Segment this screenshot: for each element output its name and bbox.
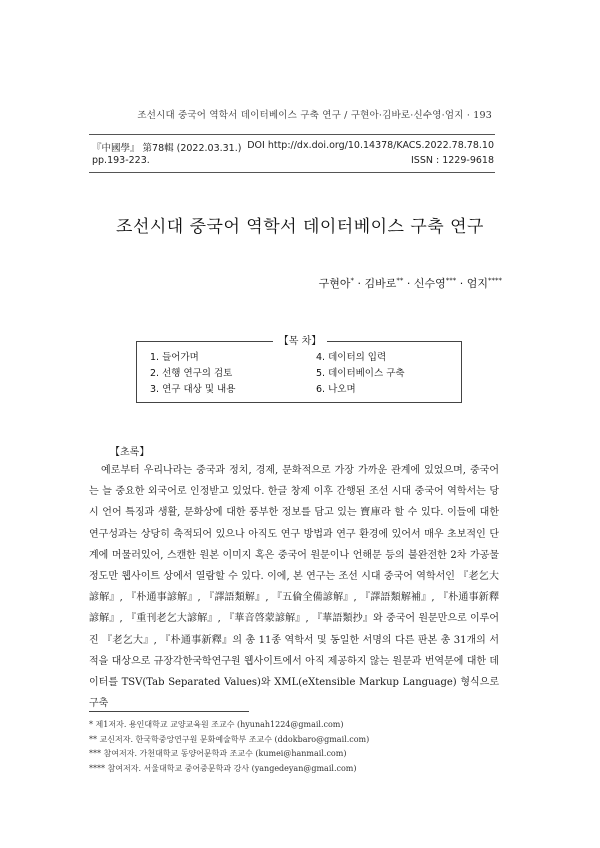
- footnote-rule: [89, 711, 249, 712]
- author-separator: ·: [456, 277, 467, 290]
- footnote-item: **** 참여저자. 서울대학교 중어중문학과 강사 (yangedeyan@gmail.com): [89, 763, 357, 773]
- author-marker: **: [396, 276, 404, 285]
- toc-item[interactable]: 1. 들어가며: [150, 352, 199, 363]
- author-marker: *: [350, 276, 354, 285]
- author-name: 엄지: [466, 277, 488, 290]
- footnotes: [89, 718, 509, 776]
- author-separator: ·: [403, 277, 414, 290]
- toc-title: [0, 332, 600, 347]
- toc-item[interactable]: 5. 데이터베이스 구축: [316, 368, 405, 379]
- footnote-item: *** 참여저자. 가천대학교 동양어문학과 조교수 (kumei@hanmail.com): [89, 749, 347, 758]
- header-rule-top: [89, 134, 495, 135]
- page-range: pp.193-223.: [92, 155, 150, 166]
- author-separator: ·: [353, 277, 365, 290]
- author-marker: ****: [488, 276, 502, 285]
- author-marker: ***: [445, 276, 457, 285]
- issn: ISSN : 1229-9618: [411, 155, 494, 166]
- author-name: 구현아: [318, 277, 351, 290]
- author-name: 신수영: [413, 277, 446, 290]
- toc-item[interactable]: 2. 선행 연구의 검토: [150, 368, 233, 379]
- toc-column-left: [150, 350, 235, 398]
- toc-item[interactable]: 3. 연구 대상 및 내용: [150, 384, 236, 395]
- journal-citation: 『中國學』 第78輯 (2022.03.31.): [92, 143, 242, 154]
- abstract-body: 예로부터 우리나라는 중국과 정치, 경제, 문화적으로 가장 가까운 관계에 있었으며, 중국어는 늘 중요한 외국어로 인정받고 있었다. 한글 창제 이후 간행된 조선 시대 중국어 역학서는 당시 언어 특징과 생활, 문화상에 대한 풍부한 정보를 담고 있는 寶庫라 할 수 있다. 이들에 대한 연구성과는 상당히 축적되어 있으나 아직도 연구 방법과 연구 환경에 있어서 매우 초보적인 단계에 머물러있어, 스캔한 원본 이미지 혹은 중국어 원문이나 언해문 등의 불완전한 2차 가공물 정도만 웹사이트 상에서 열람할 수 있다. 이에, 본 연구는 조선 시대 중국어 역학서인 『老乞大諺解』, 『朴通事諺解』, 『譯語類解』, 『五倫全備諺解』, 『譯語類解補』, 『朴通事新釋諺解』, 『重刊老乞大諺解』, 『華音啓蒙諺解』, 『華語類抄』와 중국어 원문만으로 이루어진 『老乞大』, 『朴通事新釋』의 총 11종 역학서 및 동일한 서명의 다른 판본 총 31개의 서적을 대상으로 규장각한국학연구원 웹사이트에서 아직 제공하지 않는 원문과 번역문에 대한 데이터를 TSV(Tab Separated Values)와 XML(eXtensible Markup Language) 형식으로 구축: [89, 465, 499, 710]
- footnote-item: ** 교신저자. 한국학중앙연구원 문화예술학부 조교수 (ddokbaro@gmail.com): [89, 734, 370, 744]
- running-header: 조선시대 중국어 역학서 데이터베이스 구축 연구 / 구현아·김바로·신수영·엄지 · 193: [137, 110, 492, 121]
- toc-item[interactable]: 4. 데이터의 입력: [316, 352, 387, 363]
- toc-title-label: 【목 차】: [273, 336, 328, 347]
- header-rule-bottom: [89, 172, 495, 173]
- author-list: [319, 275, 502, 291]
- doi-link[interactable]: DOI http://dx.doi.org/10.14378/KACS.2022.78.78.10: [247, 140, 494, 151]
- toc-column-right: [316, 350, 405, 398]
- abstract-label: 【초록】: [110, 447, 150, 458]
- footnote-item: * 제1저자. 용인대학교 교양교육원 조교수 (hyunah1224@gmail.com): [89, 720, 344, 729]
- paper-title: 조선시대 중국어 역학서 데이터베이스 구축 연구: [116, 217, 484, 237]
- author-name: 김바로: [364, 277, 397, 290]
- toc-item[interactable]: 6. 나오며: [316, 384, 356, 395]
